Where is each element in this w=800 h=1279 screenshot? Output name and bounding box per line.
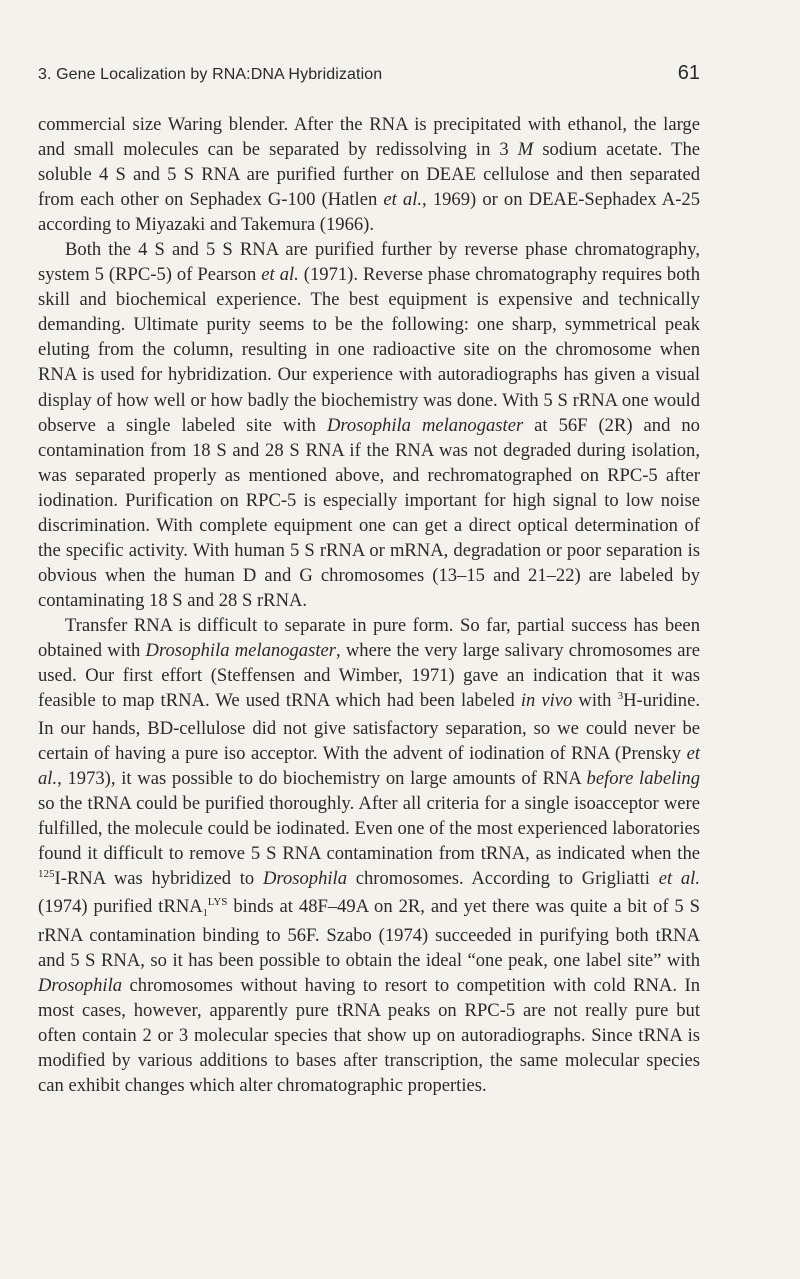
text-run: with <box>572 690 618 712</box>
text-run: (1974) purified tRNA <box>38 896 203 918</box>
italic-text: M <box>517 139 534 161</box>
italic-text: et al. <box>38 743 700 790</box>
text-run: chromosomes without having to resort to competition with cold RNA. In most cases, however, apparently pure tRNA peaks on RPC-5 are not really pure but often contain 2 or 3 molecular species that show up on autoradiographs. Since tRNA is modified by various additions to bases after transcription, the same molecular species can exhibit changes which alter chromatographic properties. <box>38 974 700 1096</box>
text-run: , 1973), it was possible to do biochemistry on large amounts of RNA <box>57 768 587 790</box>
text-run: sodium acetate. The soluble 4 S and 5 S RNA are purified further on DEAE cellulose and then separated from each other on Sephadex G-100 (Hatlen <box>38 139 700 211</box>
page-number: 61 <box>677 62 700 84</box>
superscript: 3 <box>617 690 624 703</box>
text-run: at 56F (2R) and no contamination from 18 S and 28 S RNA if the RNA was not degraded during isolation, was separated properly as mentioned above, and rechromatographed on RPC-5 after iodination. Purification on RPC-5 is especially important for high signal to low noise discrimination. With complete equipment one can get a direct optical determination of the specific activity. With human 5 S rRNA or mRNA, degradation or poor separation is obvious when the human D and G chromosomes (13–15 and 21–22) are labeled by contaminating 18 S and 28 S rRNA. <box>38 414 700 611</box>
text-run: Transfer RNA is difficult to separate in pure form. So far, partial success has been obtained with <box>38 614 700 661</box>
text-run: chromosomes. According to Grigliatti <box>347 868 659 890</box>
italic-text: Drosophila melanogaster <box>326 414 524 436</box>
text-run: , 1969) or on DEAE-Sephadex A-25 according to Miyazaki and Takemura (1966). <box>38 189 700 236</box>
italic-text: Drosophila melanogaster <box>145 639 336 661</box>
italic-text: before labeling <box>586 768 700 790</box>
italic-text: et al. <box>261 264 299 286</box>
text-run: commercial size Waring blender. After the RNA is precipitated with ethanol, the large and small molecules can be separated by redissolving in 3 <box>38 114 700 161</box>
paragraph-2 <box>38 237 700 613</box>
text-run: , where the very large salivary chromosomes are used. Our first effort (Steffensen and Wimber, 1971) gave an indication that it was feasible to map tRNA. We used tRNA which had been labeled <box>38 639 700 712</box>
body-text <box>38 112 700 1098</box>
superscript: 125 <box>38 868 55 881</box>
book-page <box>38 62 700 1098</box>
italic-text: Drosophila <box>262 868 347 890</box>
italic-text: in vivo <box>520 690 573 712</box>
paragraph-3 <box>38 613 700 1098</box>
chapter-title: 3. Gene Localization by RNA:DNA Hybridization <box>38 66 383 83</box>
running-head <box>38 62 700 92</box>
text-run: so the tRNA could be purified thoroughly. After all criteria for a single isoacceptor were fulfilled, the molecule could be iodinated. Even one of the most experienced laboratories found it difficult to remove 5 S RNA contamination from tRNA, as indicated when the <box>38 793 700 865</box>
italic-text: Drosophila <box>38 974 123 996</box>
paragraph-1 <box>38 112 700 237</box>
superscript: LYS <box>207 896 228 909</box>
italic-text: et al. <box>658 868 700 890</box>
italic-text: et al. <box>383 189 423 211</box>
text-run: I-RNA was hybridized to <box>54 868 263 890</box>
text-run: (1971). Reverse phase chromatography requires both skill and biochemical experience. The best equipment is expensive and technically demanding. Ultimate purity seems to be the following: one sharp, symmetrical peak eluting from the column, resulting in one radioactive site on the chromosome when RNA is used for hybridization. Our experience with autoradiographs has given a visual display of how well or how badly the biochemistry was done. With 5 S rRNA one would observe a single labeled site with <box>38 264 700 436</box>
text-run: H-uridine. In our hands, BD-cellulose did not give satisfactory separation, so we could never be certain of having a pure iso acceptor. With the advent of iodination of RNA (Prensky <box>38 690 700 765</box>
text-run: binds at 48F–49A on 2R, and yet there was quite a bit of 5 S rRNA contamination binding to 56F. Szabo (1974) succeeded in purifying both tRNA and 5 S RNA, so it has been possible to obtain the ideal “one peak, one label site” with <box>38 896 701 971</box>
subscript: 1 <box>202 908 208 920</box>
text-run: Both the 4 S and 5 S RNA are purified further by reverse phase chromatography, system 5 (RPC-5) of Pearson <box>38 239 700 286</box>
